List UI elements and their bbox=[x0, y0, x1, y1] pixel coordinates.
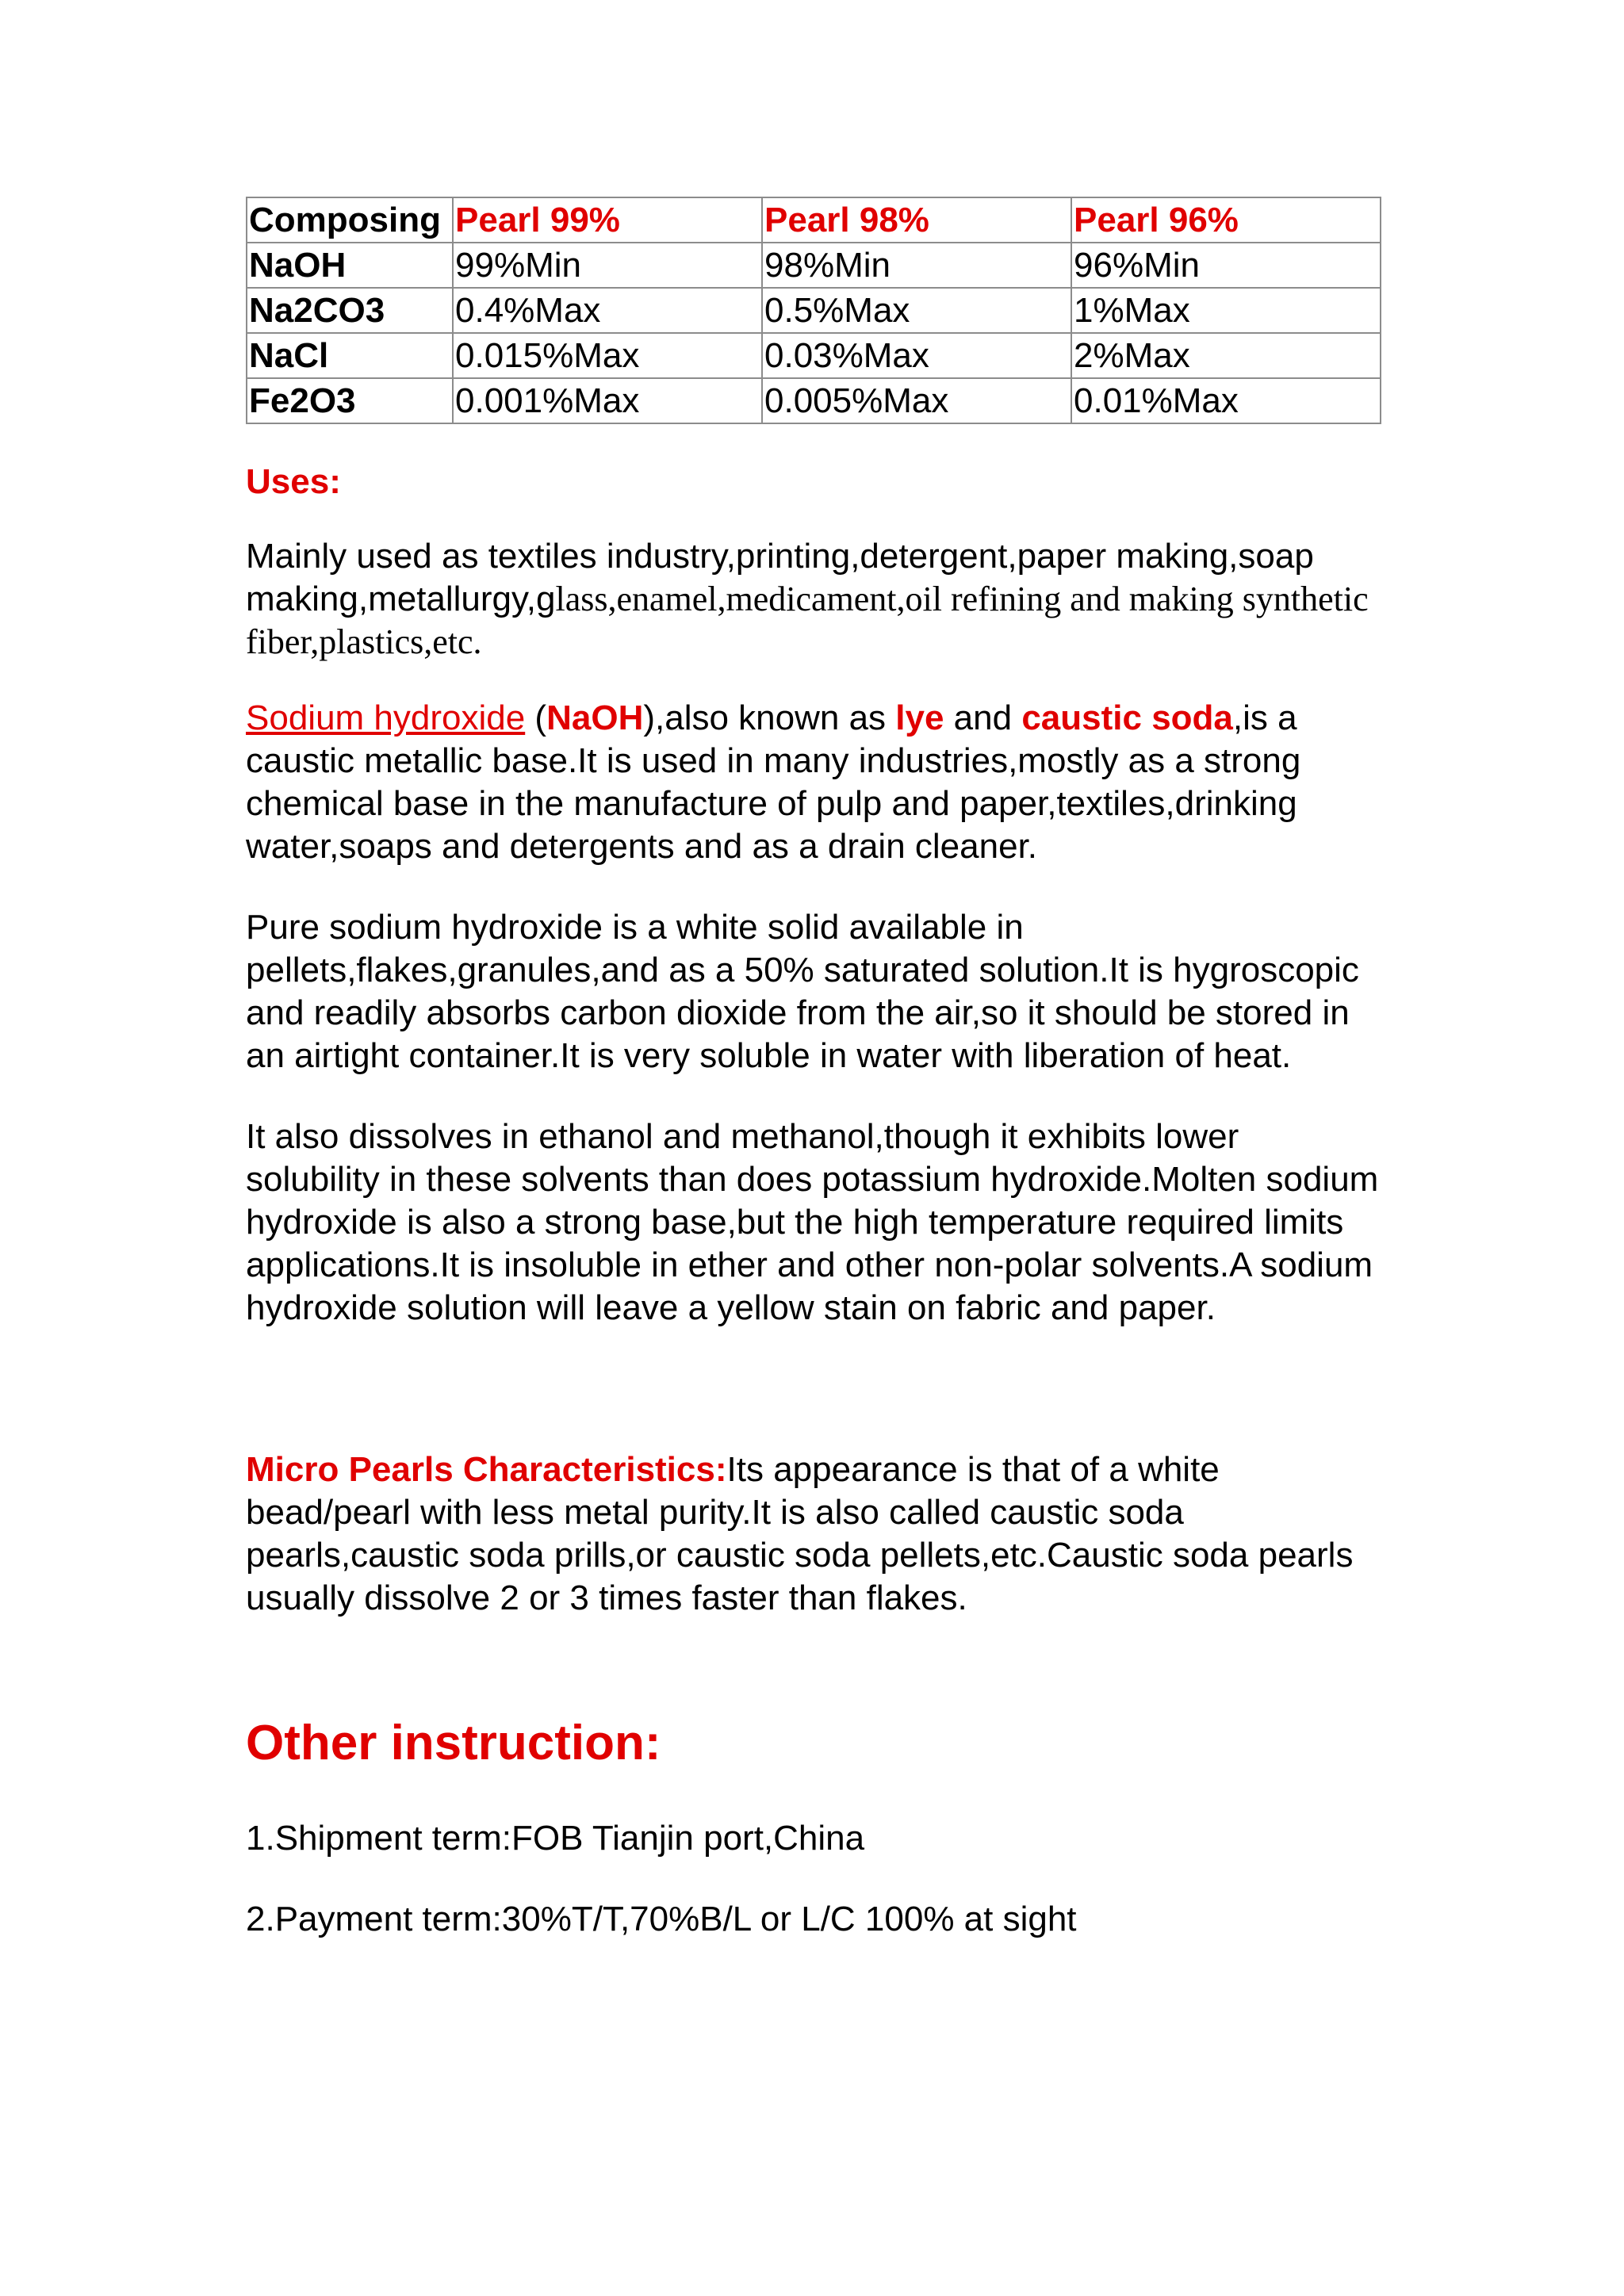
pure-sodium-paragraph: Pure sodium hydroxide is a white solid available in pellets,flakes,granules,and as a 50% saturated solution.It is hygroscopic and readily absorbs carbon dioxide from the air,so it should be stored in an airtight container.It is very soluble in water with liberation of heat. bbox=[246, 908, 1359, 1075]
table-header-row bbox=[247, 197, 1381, 243]
other-instruction-heading: Other instruction: bbox=[246, 1716, 661, 1770]
table-row-label: Na2CO3 bbox=[247, 288, 453, 333]
table-cell: 0.005%Max bbox=[762, 378, 1071, 423]
header-pearl-98: Pearl 98% bbox=[762, 197, 1071, 243]
specification-table bbox=[246, 197, 1381, 424]
table-row-label: Fe2O3 bbox=[247, 378, 453, 423]
micro-pearls-text: Its appearance is that of a white bead/pearl with less metal purity.It is also called caustic soda pearls,caustic soda prills,or caustic soda pellets,etc.Caustic soda pearls usually dissolve 2 or 3 times faster than flakes. bbox=[246, 1450, 1354, 1617]
table-cell: 0.5%Max bbox=[762, 288, 1071, 333]
uses-heading: Uses: bbox=[246, 462, 341, 501]
table-row-label: NaCl bbox=[247, 333, 453, 378]
table-cell: 1%Max bbox=[1071, 288, 1381, 333]
document-body bbox=[246, 197, 1380, 1941]
micro-pearls-paragraph bbox=[246, 1448, 1380, 1620]
table-cell: 0.015%Max bbox=[453, 333, 762, 378]
payment-term: 2.Payment term:30%T/T,70%B/L or L/C 100% at sight bbox=[246, 1900, 1077, 1938]
naoh-text-1: ),also known as bbox=[643, 698, 896, 737]
naoh-text-3: ,is a caustic metallic base.It is used in many industries,mostly as a strong chemical base in the manufacture of pulp and paper,textiles,drinking water,soaps and detergents and as a drain cleaner. bbox=[246, 698, 1301, 866]
table-cell: 0.01%Max bbox=[1071, 378, 1381, 423]
table-cell: 99%Min bbox=[453, 243, 762, 288]
table-cell: 0.4%Max bbox=[453, 288, 762, 333]
micro-pearls-label: Micro Pearls Characteristics: bbox=[246, 1450, 727, 1489]
table-row bbox=[247, 288, 1381, 333]
naoh-text-2: and bbox=[944, 698, 1022, 737]
table-row-label: NaOH bbox=[247, 243, 453, 288]
naoh-formula: NaOH bbox=[546, 698, 644, 737]
table-cell: 2%Max bbox=[1071, 333, 1381, 378]
table-cell: 0.03%Max bbox=[762, 333, 1071, 378]
naoh-open-paren: ( bbox=[525, 698, 547, 737]
table-cell: 98%Min bbox=[762, 243, 1071, 288]
naoh-paragraph bbox=[246, 697, 1380, 868]
caustic-soda-term: caustic soda bbox=[1021, 698, 1233, 737]
table-row bbox=[247, 243, 1381, 288]
table-cell: 96%Min bbox=[1071, 243, 1381, 288]
header-pearl-99: Pearl 99% bbox=[453, 197, 762, 243]
sodium-hydroxide-link[interactable]: Sodium hydroxide bbox=[246, 698, 526, 737]
uses-paragraph bbox=[246, 535, 1380, 664]
uses-text-serif: lass,enamel,medicament,oil refining and making synthetic fiber,plastics,etc. bbox=[246, 580, 1369, 661]
table-cell: 0.001%Max bbox=[453, 378, 762, 423]
table-row bbox=[247, 333, 1381, 378]
lye-term: lye bbox=[895, 698, 944, 737]
shipment-term: 1.Shipment term:FOB Tianjin port,China bbox=[246, 1819, 865, 1858]
header-pearl-96: Pearl 96% bbox=[1071, 197, 1381, 243]
dissolves-paragraph: It also dissolves in ethanol and methanol,though it exhibits lower solubility in these solvents than does potassium hydroxide.Molten sodium hydroxide is also a strong base,but the high temperature required limits applications.It is insoluble in ether and other non-polar solvents.A sodium hydroxide solution will leave a yellow stain on fabric and paper. bbox=[246, 1117, 1379, 1327]
uses-text-sans: Mainly used as textiles industry,printing,detergent,paper making,soap making,metallurgy,g bbox=[246, 537, 1314, 618]
table-row bbox=[247, 378, 1381, 423]
header-composing: Composing bbox=[247, 197, 453, 243]
